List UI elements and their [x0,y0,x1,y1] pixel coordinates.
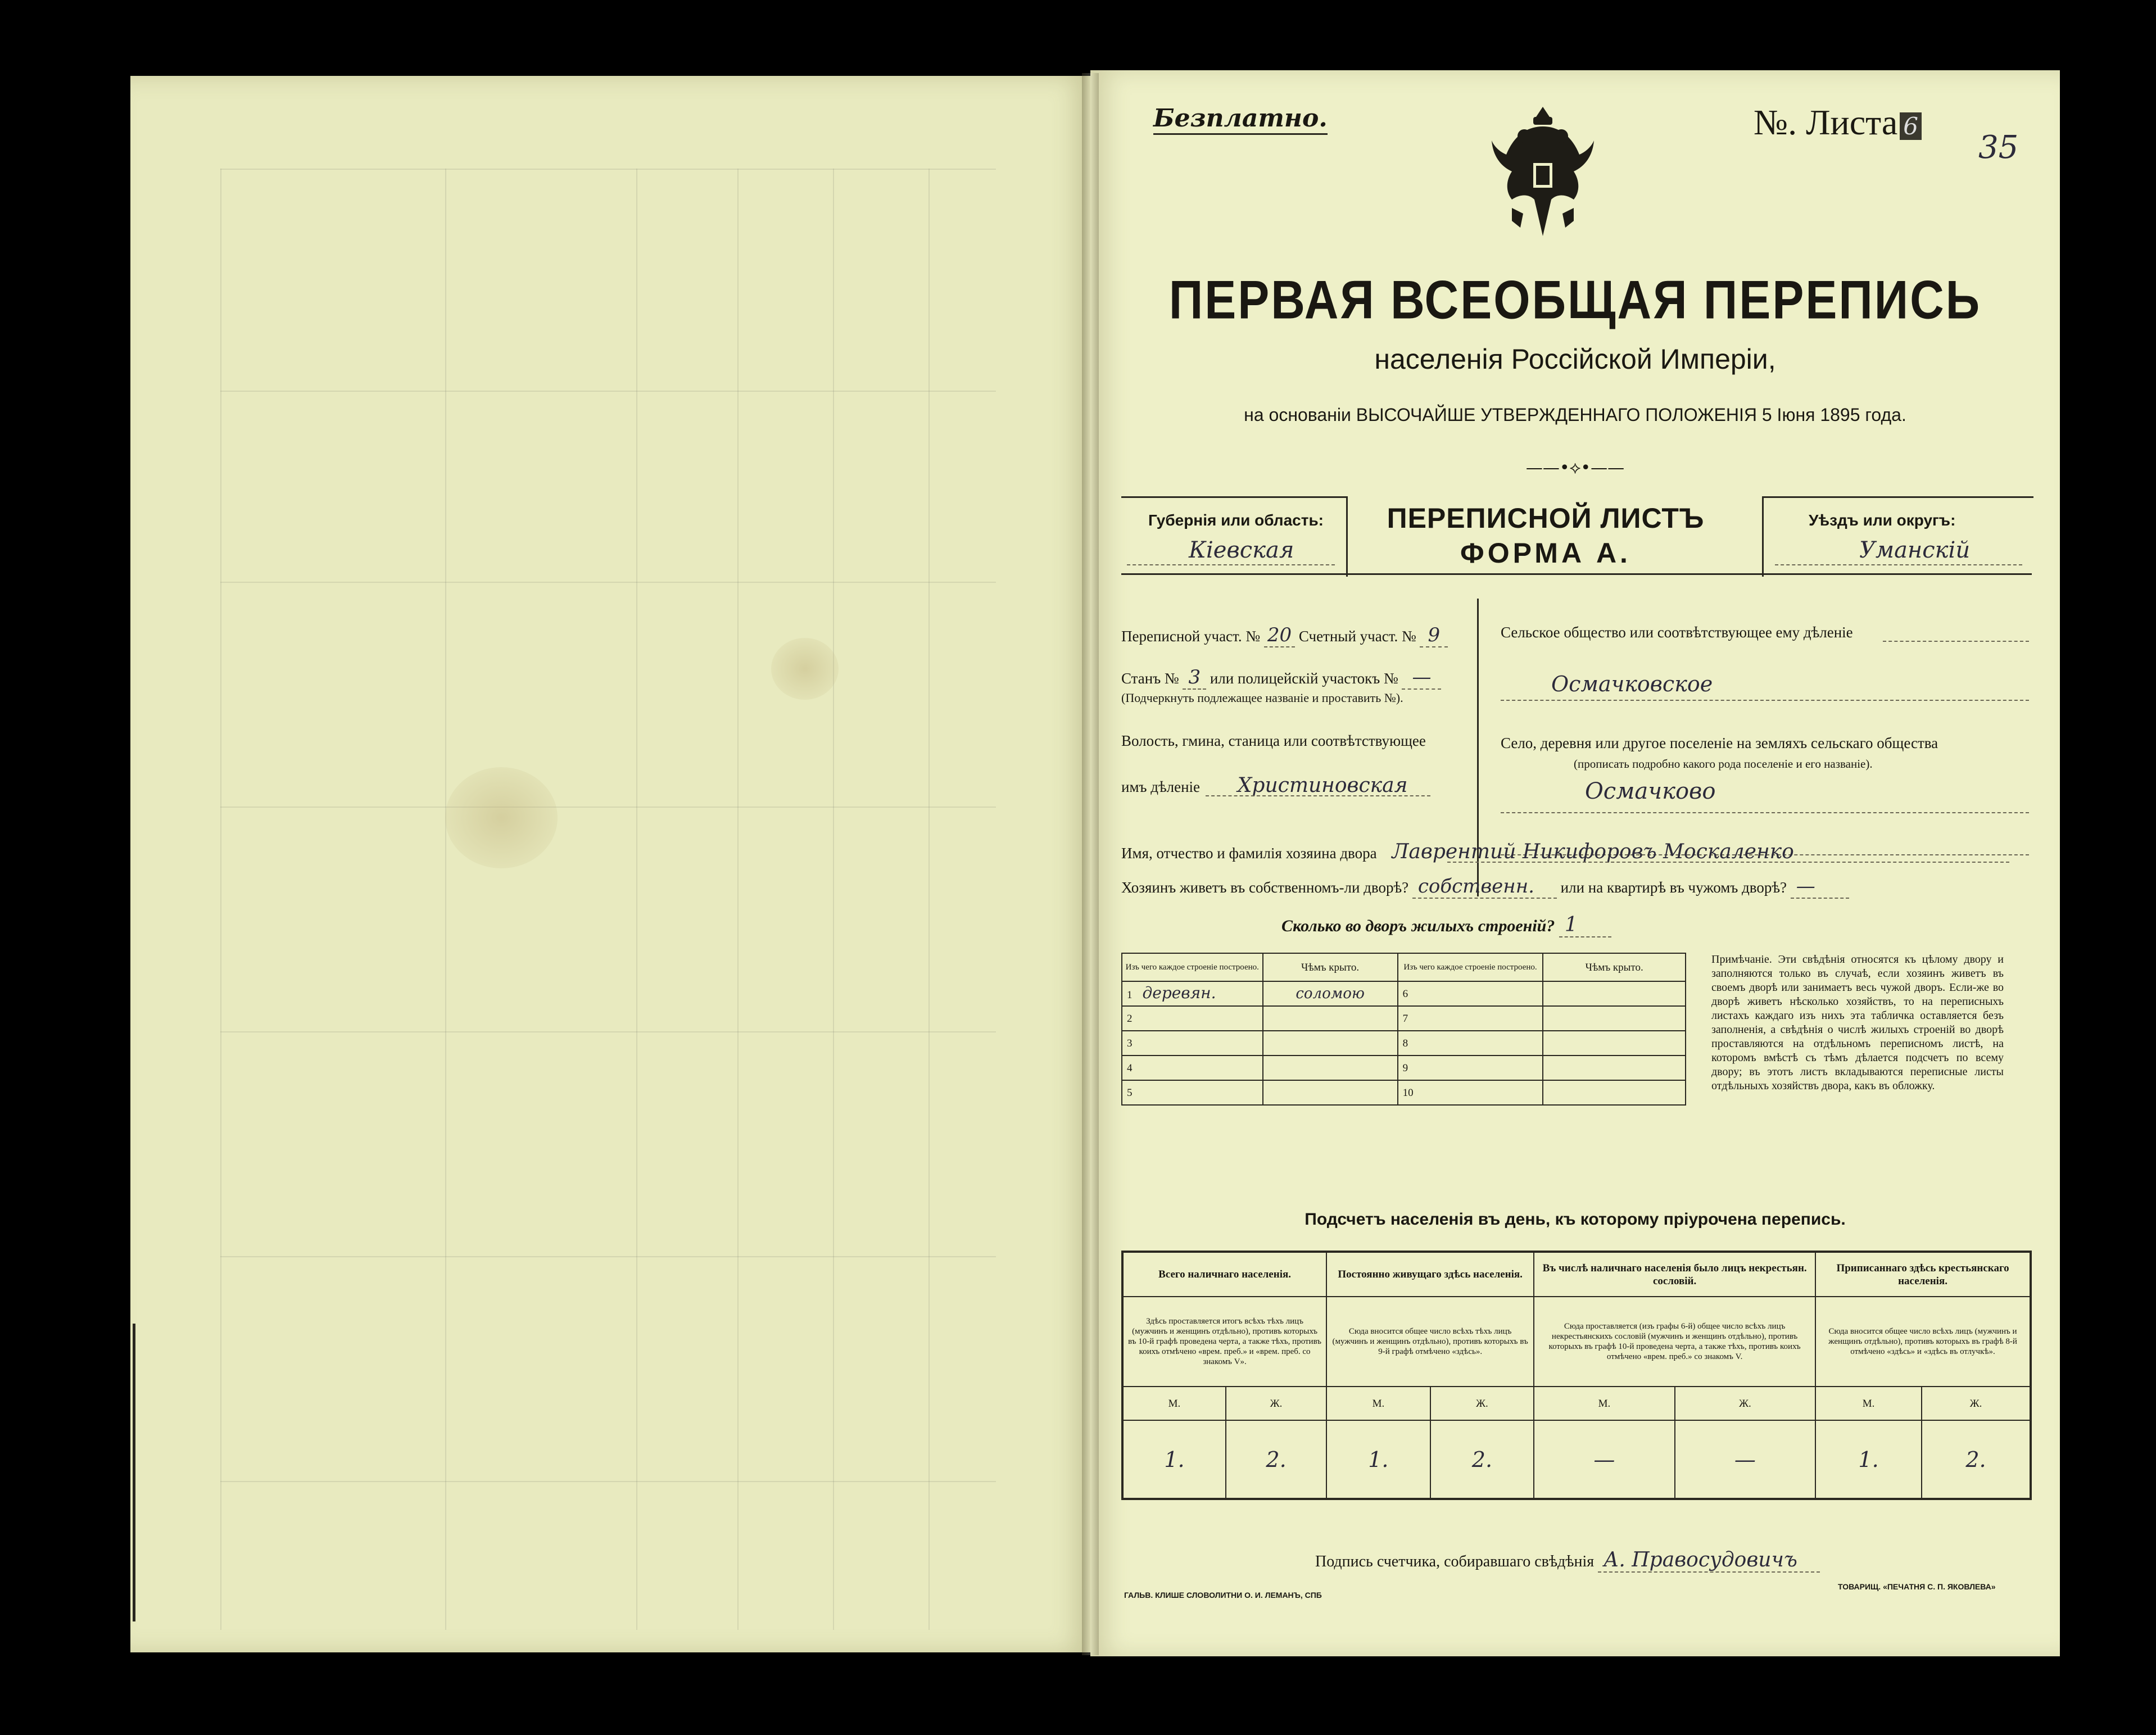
row-number: 3 [1127,1037,1133,1049]
col-material-header: Изъ чего каждое строеніе построено. [1398,953,1543,981]
peasant-female: 2. [1922,1420,2031,1499]
male-label: М. [1534,1387,1674,1420]
water-stain [771,638,839,700]
census-area-value: 20 [1264,624,1295,647]
printer-left: ГАЛЬВ. КЛИШЕ СЛОВОЛИТНИ О. И. ЛЕМАНЪ, СПБ [1124,1591,1322,1600]
form-title: ПЕРЕПИСНОЙ ЛИСТЪ [1387,502,1705,534]
row-number: 4 [1127,1062,1133,1074]
col-desc: Здѣсь проставляется итогъ всѣхъ тѣхъ лицъ (мужчинъ и женщинъ отдѣльно), противъ которыхъ въ 10-й графѣ проведена черта, а также тѣхъ, противъ коихъ отмѣчено «врем. преб.» и «врем. преб. со знакомъ V». [1122,1297,1326,1387]
signature-row [1315,1548,1820,1571]
col-material-header: Изъ чего каждое строеніе построено. [1122,953,1263,981]
total-male: 1. [1122,1420,1226,1499]
col-head: Въ числѣ наличнаго населенія было лицъ некрестьян. сословій. [1534,1252,1815,1297]
census-area-label: Переписной участ. № [1121,628,1261,645]
total-female: 2. [1226,1420,1326,1499]
row-number: 5 [1127,1086,1133,1099]
col-desc: Сюда вносится общее число всѣхъ тѣхъ лицъ (мужчинъ и женщинъ отдѣльно), противъ которыхъ въ 9-й графѣ отмѣчено «здѣсь». [1326,1297,1534,1387]
page-subtitle: населенія Россійской Имперіи, [1374,343,1776,375]
underline-note: (Подчеркнуть подлежащее названіе и проставить №). [1121,691,1403,705]
row-number: 7 [1402,1012,1408,1025]
resident-female: 2. [1430,1420,1534,1499]
owner-row [1121,840,1794,863]
stan-label: Станъ № [1121,670,1179,687]
female-label: Ж. [1675,1387,1815,1420]
col-head: Всего наличнаго населенія. [1122,1252,1326,1297]
signature-label: Подпись счетчика, собиравшаго свѣдѣнія [1315,1553,1595,1570]
male-label: М. [1326,1387,1430,1420]
legal-basis: на основаніи ВЫСОЧАЙШЕ УТВЕРЖДЕННАГО ПОЛОЖЕНІЯ 5 Іюня 1895 года. [1244,405,1906,425]
left-page [130,76,1091,1652]
page-title: ПЕРВАЯ ВСЕОБЩАЯ ПЕРЕПИСЬ [1168,269,1982,330]
district-box [1762,496,2033,577]
col-roof-header: Чѣмъ крыто. [1263,953,1398,981]
water-stain [445,767,558,868]
col-head: Постоянно живущаго здѣсь населенія. [1326,1252,1534,1297]
owner-label: Имя, отчество и фамилія хозяина двора [1121,845,1377,862]
census-area-row [1121,624,1448,646]
buildings-note: Примѣчаніе. Эти свѣдѣнія относятся къ цѣлому двору и заполняются только въ случаѣ, если хозяинъ живетъ въ своемъ дворѣ или занимаетъ весь чужой дворъ. Если-же во дворѣ живетъ нѣсколько хозяйствъ, то на переписныхъ листахъ каждаго изъ нихъ эта табличка оставляется безъ заполненія, а свѣдѣнія о числѣ жилыхъ строеній во дворѣ проставляются на отдѣльномъ переписномъ листѣ, на которомъ вмѣстѣ съ тѣмъ дѣлается подсчетъ по всему двору; въ этотъ листъ вкладываются переписные листы отдѣльныхъ хозяйствъ двора, какъ въ обложку. [1711,953,2004,1092]
stan-value: 3 [1183,666,1206,690]
population-title: Подсчетъ населенія въ день, къ которому пріурочена перепись. [1305,1210,1846,1229]
page-number: 35 [1978,129,2019,166]
female-label: Ж. [1922,1387,2031,1420]
female-label: Ж. [1226,1387,1326,1420]
buildings-row [1281,913,1611,936]
district-value: Уманскій [1859,537,1971,563]
male-label: М. [1122,1387,1226,1420]
apartment-label: или на квартирѣ въ чужомъ дворѣ? [1560,879,1787,896]
non-peasant-male: — [1534,1420,1674,1499]
ornament-divider: ——•⟡•—— [1525,458,1625,478]
province-value: Кіевская [1189,537,1294,563]
stan-row [1121,666,1441,688]
table-row [1122,1056,1686,1080]
printer-right: ТОВАРИЩ. «ПЕЧАТНЯ С. П. ЯКОВЛЕВА» [1838,1582,1996,1591]
table-row [1122,1080,1686,1105]
district-label: Уѣздъ или округъ: [1809,511,1956,529]
apartment-value: — [1791,875,1849,899]
census-form-page [1090,70,2060,1656]
female-label: Ж. [1430,1387,1534,1420]
buildings-value: 1 [1559,913,1611,937]
non-peasant-female: — [1675,1420,1815,1499]
buildings-table [1121,953,1686,1106]
volost-label-2: имъ дѣленіе [1121,778,1201,795]
village-value: Осмачково [1585,778,1716,804]
material-value: деревян. [1142,983,1216,1002]
volost-value: Христиновская [1237,774,1408,797]
table-row [1122,981,1686,1006]
col-head: Приписаннаго здѣсь крестьянскаго населенія. [1815,1252,2031,1297]
row-number: 2 [1127,1012,1133,1025]
row-number: 8 [1402,1037,1408,1049]
own-yard-value: собственн. [1412,875,1557,899]
male-label: М. [1815,1387,1922,1420]
col-roof-header: Чѣмъ крыто. [1543,953,1686,981]
signature-value: А. Правосудовичъ [1598,1548,1820,1573]
peasant-male: 1. [1815,1420,1922,1499]
population-table [1121,1251,2032,1500]
police-value: — [1402,666,1441,690]
row-number: 9 [1402,1062,1408,1074]
buildings-label: Сколько во дворъ жилыхъ строеній? [1281,917,1555,935]
free-label: Безплатно. [1153,104,1328,135]
location-fields [1090,599,2060,913]
own-yard-label: Хозяинъ живетъ въ собственномъ-ли дворѣ? [1121,879,1409,896]
col-desc: Сюда вносится общее число всѣхъ лицъ (мужчинъ и женщинъ отдѣльно), противъ которыхъ въ графѣ 8-й отмѣчено «здѣсь» и «здѣсь въ отлучкѣ». [1815,1297,2031,1387]
roof-value: соломою [1296,985,1365,1002]
village-label: Село, деревня или другое поселеніе на земляхъ сельскаго общества [1501,735,1938,751]
owner-value: Лаврентий Никифоровъ Москаленко [1392,840,1794,863]
row-number: 1 [1127,989,1133,1001]
edge-mark [133,1324,135,1621]
residence-row [1121,875,1849,898]
sheet-number [1754,103,1922,146]
table-row [1122,1031,1686,1056]
table-row [1122,1006,1686,1031]
col-desc: Сюда проставляется (изъ графы 6-й) общее число всѣхъ лицъ некрестьянскихъ сословій (мужчинъ и женщинъ отдѣльно), противъ которыхъ въ графѣ 10-й проведена черта, а также тѣхъ, противъ коихъ отмѣчено «врем. преб.» со знакомъ V. [1534,1297,1815,1387]
form-subtitle: ФОРМА А. [1460,537,1631,569]
province-label: Губернія или область: [1148,511,1324,529]
volost-row [1121,774,1407,797]
police-label: или полицейскій участокъ № [1210,670,1398,687]
sheet-number-label: №. Листа [1754,102,1898,142]
count-area-label: Счетный участ. № [1298,628,1416,645]
book-fold [1082,73,1099,1655]
society-label: Сельское общество или соотвѣтствующее ему дѣленіе [1501,624,1853,641]
double-headed-eagle-icon [1489,101,1596,247]
village-note: (прописать подробно какого рода поселеніе и его названіе). [1574,757,1873,771]
row-number: 6 [1402,987,1408,1000]
count-area-value: 9 [1420,624,1448,647]
volost-label-1: Волость, гмина, станица или соотвѣтствующее [1121,732,1426,749]
sheet-number-value: 6 [1900,112,1922,140]
society-value: Осмачковское [1551,672,1713,696]
resident-male: 1. [1326,1420,1430,1499]
row-number: 10 [1402,1086,1414,1099]
province-box [1121,496,1348,577]
